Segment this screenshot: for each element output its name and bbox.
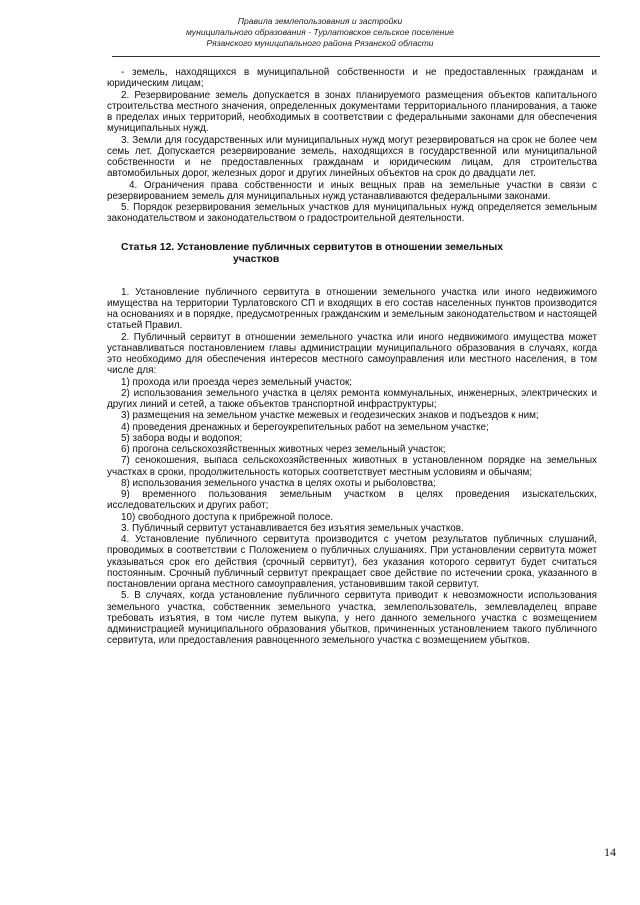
article-title-line-1: Статья 12. Установление публичных сервитутов в отношении земельных [121,241,504,253]
paragraph: 5. Порядок резервирования земельных участков для муниципальных нужд определяется земельным законодательством и законодательством о градостроительной деятельности. [107,202,597,225]
paragraph: 3. Земли для государственных или муниципальных нужд могут резервироваться на срок не более чем семь лет. Допускается резервирование земель, находящихся в государственной или муниципальной собственности и не предоставленных гражданам и юридическим лицам, для строительства автомобильных дорог, железных дорог и других линейных объектов на срок до двадцати лет. [107,134,597,180]
paragraph: 5. В случаях, когда установление публичного сервитута приводит к невозможности использования земельного участка, собственник земельного участка, землепользователь, землевладелец вправе требовать изъятия, в том числе путем выкупа, у него данного земельного участка с возмещением администрацией муниципального образования убытков, причиненных установлением такого публичного сервитута, или предоставления равноценного земельного участка с возмещением убытков. [107,590,597,647]
paragraph: 1. Установление публичного сервитута в отношении земельного участка или иного недвижимого имущества на территории Турлатовского СП и входящих в его состав населенных пунктов производится на основаниях и в порядке, предусмотренных гражданским и земельным законодательством и настоящей статьей Правил. [107,286,597,332]
list-item: 1) прохода или проезда через земельный участок; [121,376,353,388]
header-line-3: Рязанского муниципального района Рязанской области [206,38,434,48]
paragraph: 2. Публичный сервитут в отношении земельного участка или иного недвижимого имущества может устанавливаться постановлением главы администрации муниципального образования в случаях, когда это необходимо для обеспечения интересов местного самоуправления или местного населения, в том числе для: [107,331,597,377]
list-item: 9) временного пользования земельным участком в целях проведения изыскательских, исследовательских и других работ; [107,489,597,512]
paragraph: 4. Ограничения права собственности и иных вещных прав на земельные участки в связи с резервированием земель для муниципальных нужд устанавливаются федеральными законами. [107,179,597,202]
list-item: 4) проведения дренажных и берегоукрепительных работ на земельном участке; [121,421,489,433]
paragraph: 3. Публичный сервитут устанавливается без изъятия земельных участков. [121,522,464,534]
list-item: 2) использования земельного участка в целях ремонта коммунальных, инженерных, электрических и других линий и сетей, а также объектов транспортной инфраструктуры; [107,387,597,410]
running-header [0,16,640,49]
list-item: 8) использования земельного участка в целях охоты и рыболовства; [121,477,436,489]
header-divider [112,56,600,57]
header-line-1: Правила землепользования и застройки [237,16,403,26]
list-item: 5) забора воды и водопоя; [121,432,243,444]
article-title [107,242,597,267]
header-line-2: муниципального образования - Турлатовское сельское поселение [186,27,454,37]
list-item: 7) сенокошения, выпаса сельскохозяйственных животных в установленном порядке на земельных участках в сроки, продолжительность которых соответствует местным условиям и обычаям; [107,455,597,478]
list-item: 10) свободного доступа к прибрежной полосе. [121,511,334,523]
paragraph: - земель, находящихся в муниципальной собственности и не предоставленных гражданам и юридическим лицам; [107,67,597,90]
paragraph: 2. Резервирование земель допускается в зонах планируемого размещения объектов капитального строительства местного значения, определенных документами территориального планирования, а также в пределах иных территорий, необходимых в соответствии с федеральными законами для обеспечения муниципальных нужд. [107,89,597,135]
article-title-line-2: участков [233,254,280,265]
page-number: 14 [604,845,616,859]
paragraph: 4. Установление публичного сервитута производится с учетом результатов публичных слушаний, проводимых в соответствии с Положением о публичных слушаниях. При установлении сервитута может указываться срок его действия (срочный сервитут), без указания которого сервитут будет считаться постоянным. Срочный публичный сервитут прекращает свое действие по истечении срока, указанного в постановлении органа местного самоуправления, установившим такой сервитут. [107,534,597,590]
document-body [107,67,597,647]
list-item: 6) прогона сельскохозяйственных животных через земельный участок; [121,444,446,455]
list-item: 3) размещения на земельном участке межевых и геодезических знаков и подъездов к ним; [121,410,539,422]
